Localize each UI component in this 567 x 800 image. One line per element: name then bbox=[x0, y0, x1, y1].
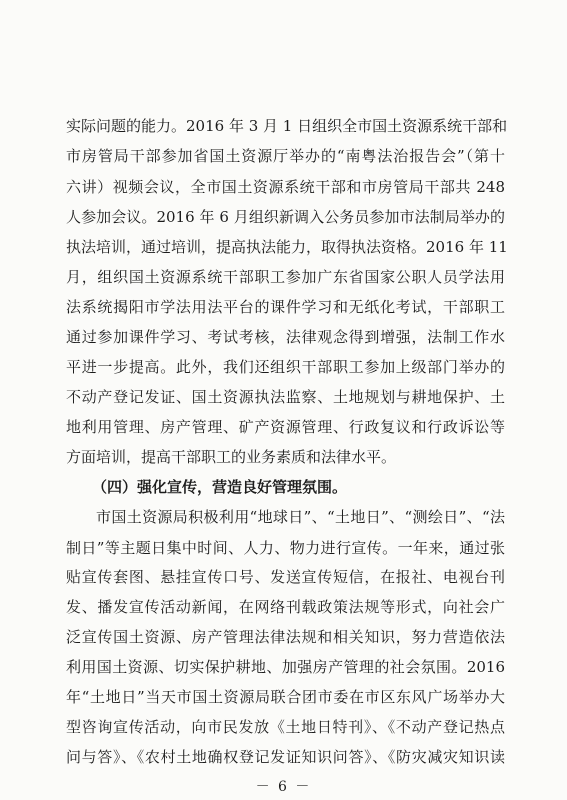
text-line: 平进一步提高。此外，我们还组织干部职工参加上级部门举办的 bbox=[66, 358, 505, 376]
text-line: 不动产登记发证、国土资源执法监察、土地规划与耕地保护、土 bbox=[66, 388, 505, 406]
text-line: 人参加会议。2016 年 6 月组织新调入公务员参加市法制局举办的 bbox=[66, 208, 505, 226]
text-line: 实际问题的能力。2016 年 3 月 1 日组织全市国土资源系统干部和 bbox=[66, 117, 508, 135]
text-line: 型咨询宣传活动，向市民发放《土地日特刊》、《不动产登记热点 bbox=[66, 718, 505, 736]
text-line: 年“土地日”当天市国土资源局联合团市委在市区东风广场举办大 bbox=[66, 688, 505, 706]
text-line: 法系统揭阳市学法用法平台的课件学习和无纸化考试，干部职工 bbox=[66, 298, 505, 316]
text-line: 市房管局干部参加省国土资源厅举办的“南粤法治报告会”（第十 bbox=[66, 147, 505, 165]
text-line: 方面培训，提高干部职工的业务素质和法律水平。 bbox=[66, 448, 397, 466]
text-line: 贴宣传套图、悬挂宣传口号、发送宣传短信，在报社、电视台刊 bbox=[66, 568, 505, 586]
text-line: 市国土资源局积极利用“地球日”、“土地日”、“测绘日”、“法 bbox=[96, 508, 505, 526]
text-line: 执法培训，通过培训，提高执法能力，取得执法资格。2016 年 11 bbox=[66, 238, 508, 256]
text-line: 月，组织国土资源系统干部职工参加广东省国家公职人员学法用 bbox=[66, 268, 505, 286]
text-line: 制日”等主题日集中时间、人力、物力进行宣传。一年来，通过张 bbox=[66, 539, 505, 557]
page-number: － 6 － bbox=[255, 779, 312, 795]
text-line: 发、播发宣传活动新闻，在网络刊载政策法规等形式，向社会广 bbox=[66, 598, 505, 616]
text-line: 泛宣传国土资源、房产管理法律法规和相关知识，努力营造依法 bbox=[66, 628, 505, 646]
text-line: 利用国土资源、切实保护耕地、加强房产管理的社会氛围。2016 bbox=[66, 658, 505, 676]
text-line: 地利用管理、房产管理、矿产资源管理、行政复议和行政诉讼等 bbox=[66, 418, 505, 436]
text-line: 六讲）视频会议，全市国土资源系统干部和市房管局干部共 248 bbox=[66, 178, 505, 196]
text-line: 通过参加课件学习、考试考核，法律观念得到增强，法制工作水 bbox=[66, 328, 505, 346]
section-heading: （四）强化宣传，营造良好管理氛围。 bbox=[92, 478, 348, 496]
text-line: 问与答》、《农村土地确权登记发证知识问答》、《防灾减灾知识读 bbox=[66, 748, 505, 766]
